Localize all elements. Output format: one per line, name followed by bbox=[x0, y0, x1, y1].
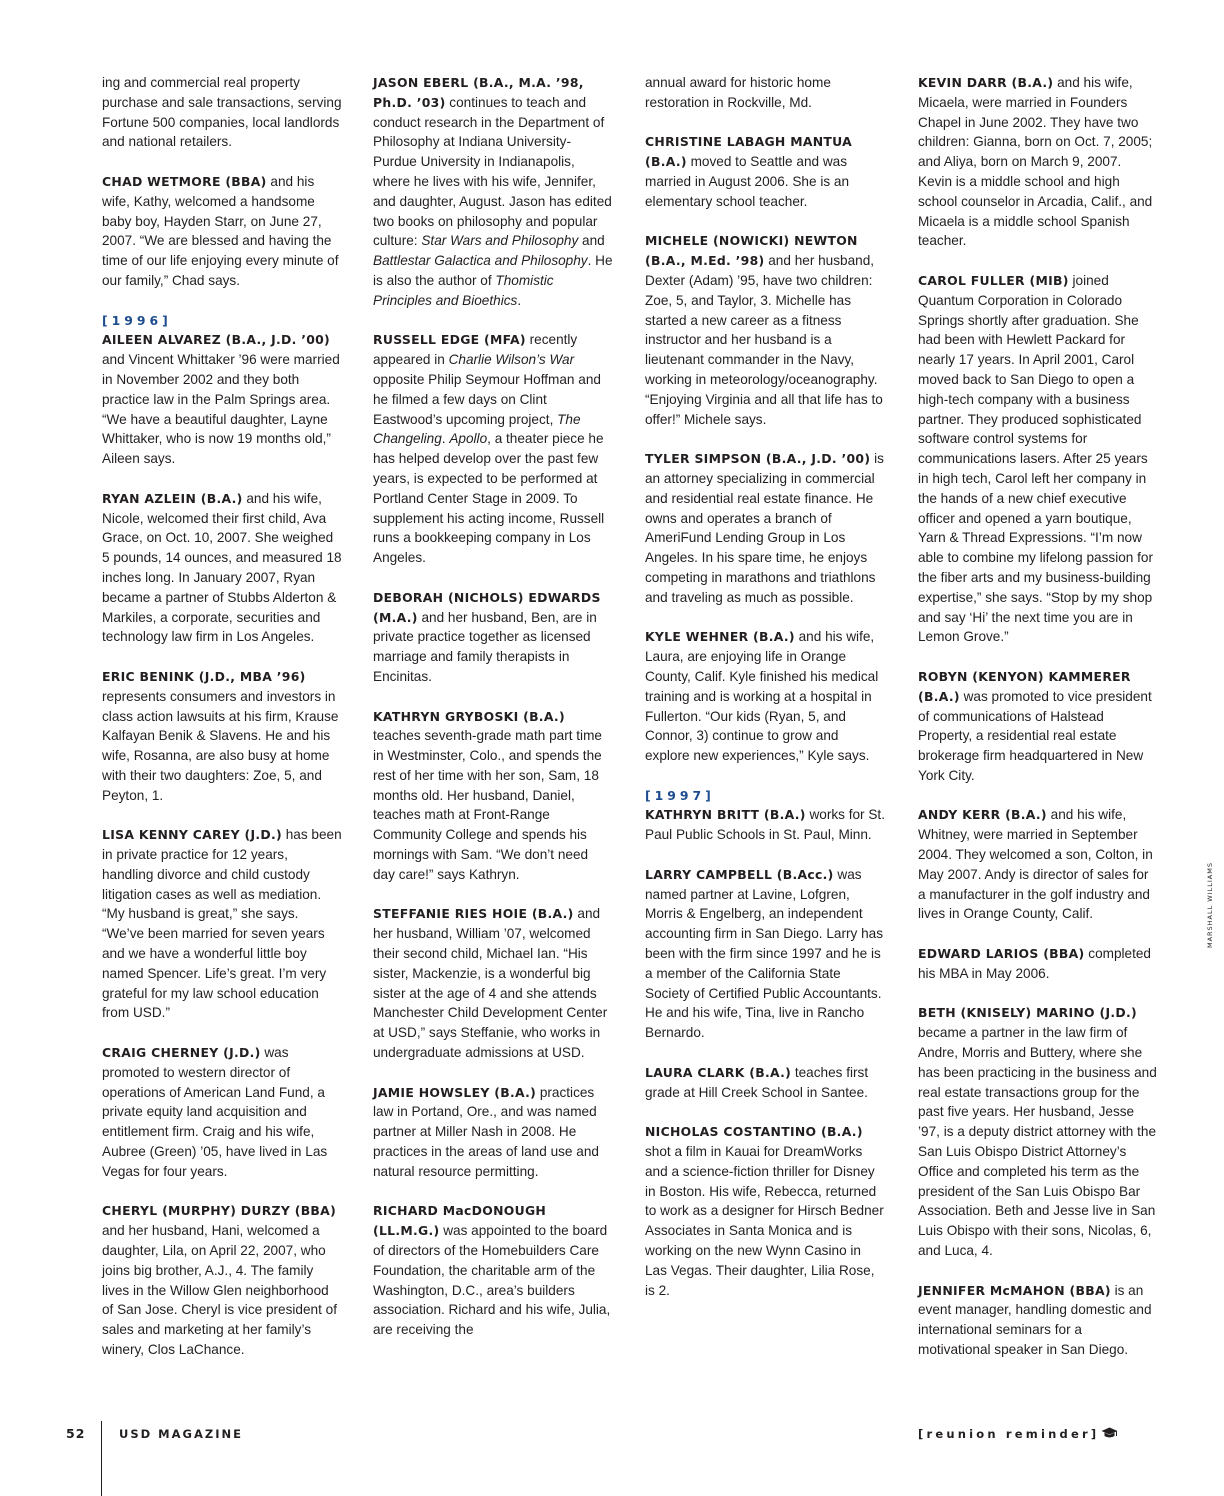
graduation-cap-icon bbox=[1101, 1427, 1118, 1443]
alumni-name: LAURA CLARK (B.A.) bbox=[645, 1064, 792, 1080]
class-note-continued: annual award for historic home restoration in Rockville, Md. bbox=[645, 75, 831, 110]
class-note-kyle-wehner: KYLE WEHNER (B.A.) and his wife, Laura, are enjoying life in Orange County, Calif. Kyle finished his medical training and is working at a hospital in Fullerton. “Our kids (Ryan, 5, and Connor, 3) continue to grow and explore new experiences,” Kyle says. bbox=[645, 629, 879, 764]
alumni-name: KATHRYN GRYBOSKI (B.A.) bbox=[373, 708, 565, 724]
alumni-name: KATHRYN BRITT (B.A.) bbox=[645, 807, 806, 823]
class-note-nicholas-costantino: NICHOLAS COSTANTINO (B.A.) shot a film in Kauai for DreamWorks and a science-fiction thriller for Disney in Boston. His wife, Rebecca, returned to work as a designer for Hirsch Bedner Associates in Santa Monica and is working on the new Wynn Casino in Las Vegas. Their daughter, Lilia Rose, is 2. bbox=[645, 1124, 884, 1298]
alumni-name: RICHARD MacDONOUGH (LL.M.G.) bbox=[373, 1203, 547, 1239]
play-title: Apollo bbox=[449, 431, 488, 447]
class-note-craig-cherney: CRAIG CHERNEY (J.D.) was promoted to western director of operations of American Land Fund, a private equity land acquisition and entitlement firm. Craig and his wife, Aubree (Green) ’05, have lived in Las Vegas for four years. bbox=[102, 1045, 328, 1179]
class-note-laura-clark: LAURA CLARK (B.A.) teaches first grade at Hill Creek School in Santee. bbox=[645, 1064, 869, 1100]
class-note-kevin-darr: KEVIN DARR (B.A.) and his wife, Micaela, were married in Founders Chapel in June 2002. They have two children: Gianna, born on Oct. 7, 2005; and Aliya, born on March 9, 2007. Kevin is a middle school and high school counselor in Arcadia, Calif., and Micaela is a middle school Spanish teacher. bbox=[918, 75, 1153, 249]
alumni-name: RUSSELL EDGE (MFA) bbox=[373, 332, 526, 348]
alumni-name: DEBORAH (NICHOLS) EDWARDS (M.A.) bbox=[373, 589, 601, 625]
alumni-name: ERIC BENINK (J.D., MBA ’96) bbox=[102, 668, 306, 684]
alumni-name: BETH (KNISELY) MARINO (J.D.) bbox=[918, 1005, 1137, 1021]
reunion-reminder-label: [reunion reminder] bbox=[918, 1427, 1100, 1441]
year-heading-1996: [1996] bbox=[102, 312, 172, 328]
class-note-michele-newton: MICHELE (NOWICKI) NEWTON (B.A., M.Ed. ’98) and her husband, Dexter (Adam) ’95, have two children: Zoe, 5, and Taylor, 3. Michelle has started a new career as a fitness instructor and her husband is a lieutenant commander in the Navy, working in meteorology/oceanography. “Enjoying Virginia and all that life has to offer!” Michele says. bbox=[645, 233, 883, 427]
book-title: Battlestar Galactica and Philosophy bbox=[373, 253, 588, 269]
alumni-name: LISA KENNY CAREY (J.D.) bbox=[102, 827, 282, 843]
alumni-name: ANDY KERR (B.A.) bbox=[918, 807, 1047, 823]
magazine-name: USD MAGAZINE bbox=[119, 1427, 243, 1441]
alumni-name: CRAIG CHERNEY (J.D.) bbox=[102, 1045, 261, 1061]
alumni-name: MICHELE (NOWICKI) NEWTON (B.A., M.Ed. ’98) bbox=[645, 233, 858, 269]
alumni-name: JENNIFER McMAHON (BBA) bbox=[918, 1282, 1111, 1298]
alumni-name: EDWARD LARIOS (BBA) bbox=[918, 946, 1085, 962]
alumni-name: TYLER SIMPSON (B.A., J.D. ’00) bbox=[645, 451, 871, 467]
class-note-carol-fuller: CAROL FULLER (MIB) joined Quantum Corporation in Colorado Springs shortly after graduation. She had been with Hewlett Packard for nearly 17 years. In April 2001, Carol moved back to San Diego to open a high-tech company with a business partner. They produced sophisticated software control systems for communications lasers. After 25 years in high tech, Carol left her company in the hands of a new chief executive officer and opened a yarn boutique, Yarn & Thread Expressions. “I’m now able to combine my lifelong passion for the fiber arts and my business-building expertise,” she says. “Stop by my shop and say ‘Hi’ the next time you are in Lemon Grove.” bbox=[918, 272, 1153, 645]
class-note-jason-eberl: JASON EBERL (B.A., M.A. ’98, Ph.D. ’03) continues to teach and conduct research in the Department of Philosophy at Indiana University-Purdue University in Indianapolis, where he lives with his wife, Jennifer, and daughter, August. Jason has edited two books on philosophy and popular culture: Star Wars and Philosophy and Battlestar Galactica and Philosophy. He is also the author of Thomistic Principles and Bioethics. bbox=[373, 75, 613, 308]
column-1 bbox=[102, 73, 342, 1380]
alumni-name: JASON EBERL (B.A., M.A. ’98, Ph.D. ’03) bbox=[373, 75, 584, 110]
footer-divider bbox=[101, 1421, 102, 1496]
column-3 bbox=[645, 73, 885, 1320]
column-4 bbox=[918, 73, 1158, 1380]
reunion-reminder bbox=[918, 1427, 1118, 1443]
class-note-edward-larios: EDWARD LARIOS (BBA) completed his MBA in May 2006. bbox=[918, 946, 1151, 981]
alumni-name: RYAN AZLEIN (B.A.) bbox=[102, 490, 243, 506]
alumni-name: ROBYN (KENYON) KAMMERER (B.A.) bbox=[918, 668, 1131, 704]
class-note-andy-kerr: ANDY KERR (B.A.) and his wife, Whitney, were married in September 2004. They welcomed a son, Colton, in May 2007. Andy is director of sales for a manufacturer in the golf industry and lives in Orange County, Calif. bbox=[918, 807, 1153, 922]
page-number: 52 bbox=[66, 1426, 86, 1441]
class-note-aileen-alvarez: AILEEN ALVAREZ (B.A., J.D. ’00) and Vincent Whittaker ’96 were married in November 2002 and they both practice law in the Palm Springs area. “We have a beautiful daughter, Layne Whittaker, who is now 19 months old,” Aileen says. bbox=[102, 332, 340, 467]
class-note-cheryl-durzy: CHERYL (MURPHY) DURZY (BBA) and her husband, Hani, welcomed a daughter, Lila, on April 22, 2007, who joins big brother, A.J., 4. The family lives in the Willow Glen neighborhood of San Jose. Cheryl is vice president of sales and marketing at her family’s winery, Clos LaChance. bbox=[102, 1203, 337, 1357]
alumni-name: LARRY CAMPBELL (B.Acc.) bbox=[645, 866, 834, 882]
alumni-name: STEFFANIE RIES HOIE (B.A.) bbox=[373, 906, 574, 922]
class-note-larry-campbell: LARRY CAMPBELL (B.Acc.) was named partner at Lavine, Lofgren, Morris & Engelberg, an independent accounting firm in San Diego. Larry has been with the firm since 1997 and he is a member of the California State Society of Certified Public Accountants. He and his wife, Tina, live in Rancho Bernardo. bbox=[645, 866, 884, 1041]
class-note-eric-benink: ERIC BENINK (J.D., MBA ’96) represents consumers and investors in class action lawsuits at his firm, Krause Kalfayan Benik & Slavens. He and his wife, Rosanna, are also busy at home with their two daughters: Zoe, 5, and Peyton, 1. bbox=[102, 668, 339, 803]
class-note-kathryn-britt: KATHRYN BRITT (B.A.) works for St. Paul Public Schools in St. Paul, Minn. bbox=[645, 807, 885, 843]
class-note-robyn-kammerer: ROBYN (KENYON) KAMMERER (B.A.) was promoted to vice president of communications of Halstead Property, a residential real estate brokerage firm headquartered in New York City. bbox=[918, 668, 1152, 783]
year-heading-1997: [1997] bbox=[645, 787, 715, 803]
alumni-name: KEVIN DARR (B.A.) bbox=[918, 75, 1054, 90]
photo-credit: MARSHALL WILLIAMS bbox=[1206, 862, 1214, 949]
class-note-jamie-howsley: JAMIE HOWSLEY (B.A.) practices law in Portand, Ore., and was named partner at Miller Nash in 2008. He practices in the areas of land use and natural resource permitting. bbox=[373, 1084, 599, 1179]
class-note-steffanie-hoie: STEFFANIE RIES HOIE (B.A.) and her husband, William ’07, welcomed their second child, Michael Ian. “His sister, Mackenzie, is a wonderful big sister at the age of 4 and she attends Manchester Child Development Center at USD,” says Steffanie, who works in undergraduate admissions at USD. bbox=[373, 906, 608, 1061]
class-note-chad-wetmore: CHAD WETMORE (BBA) and his wife, Kathy, welcomed a handsome baby boy, Hayden Starr, on June 27, 2007. “We are blessed and having the time of our life enjoying every minute of our family,” Chad says. bbox=[102, 173, 339, 288]
column-2 bbox=[373, 73, 613, 1360]
class-note-ryan-azlein: RYAN AZLEIN (B.A.) and his wife, Nicole, welcomed their first child, Ava Grace, on Oct. 10, 2007. She weighed 5 pounds, 14 ounces, and measured 18 inches long. In January 2007, Ryan became a partner of Stubbs Alderton & Markiles, a corporate, securities and technology law firm in Los Angeles. bbox=[102, 490, 342, 645]
class-note-lisa-kenny-carey: LISA KENNY CAREY (J.D.) has been in private practice for 12 years, handling divorce and child custody litigation cases as well as mediation. “My husband is great,” she says. “We’ve been married for seven years and we have a wonderful little boy named Spencer. Life’s great. I’m very grateful for my law school education from USD.” bbox=[102, 827, 342, 1021]
class-note-deborah-edwards: DEBORAH (NICHOLS) EDWARDS (M.A.) and her husband, Ben, are in private practice together as licensed marriage and family therapists in Encinitas. bbox=[373, 589, 601, 684]
alumni-name: CAROL FULLER (MIB) bbox=[918, 272, 1069, 288]
class-note-christine-mantua: CHRISTINE LABAGH MANTUA (B.A.) moved to Seattle and was married in August 2006. She is an elementary school teacher. bbox=[645, 134, 853, 209]
film-title: Charlie Wilson’s War bbox=[448, 352, 575, 368]
alumni-name: CHRISTINE LABAGH MANTUA (B.A.) bbox=[645, 134, 853, 170]
class-note-jennifer-mcmahon: JENNIFER McMAHON (BBA) is an event manager, handling domestic and international seminars for a motivational speaker in San Diego. bbox=[918, 1282, 1152, 1357]
alumni-name: AILEEN ALVAREZ (B.A., J.D. ’00) bbox=[102, 332, 331, 348]
alumni-name: KYLE WEHNER (B.A.) bbox=[645, 629, 795, 645]
class-note-richard-macdonough: RICHARD MacDONOUGH (LL.M.G.) was appointed to the board of directors of the Homebuilders Care Foundation, the charitable arm of the Washington, D.C., area’s builders association. Richard and his wife, Julia, are receiving the bbox=[373, 1203, 611, 1338]
film-title: The Changeling bbox=[373, 411, 581, 447]
class-note-tyler-simpson: TYLER SIMPSON (B.A., J.D. ’00) is an attorney specializing in commercial and residential real estate finance. He owns and operates a branch of AmeriFund Lending Group in Los Angeles. In his spare time, he enjoys competing in marathons and triathlons and traveling as much as possible. bbox=[645, 451, 884, 605]
alumni-name: JAMIE HOWSLEY (B.A.) bbox=[373, 1084, 537, 1100]
alumni-name: CHAD WETMORE (BBA) bbox=[102, 173, 267, 189]
class-note-russell-edge: RUSSELL EDGE (MFA) recently appeared in Charlie Wilson’s War opposite Philip Seymour Hoffman and he filmed a few days on Clint Eastwood’s upcoming project, The Changeling. Apollo, a theater piece he has helped develop over the past few years, is expected to be performed at Portland Center Stage in 2009. To supplement his acting income, Russell runs a bookkeeping company in Los Angeles. bbox=[373, 332, 605, 566]
book-title: Thomistic Principles and Bioethics bbox=[373, 272, 554, 308]
class-note-continued: ing and commercial real property purchase and sale transactions, serving Fortune 500 companies, local landlords and national retailers. bbox=[102, 75, 342, 150]
alumni-name: CHERYL (MURPHY) DURZY (BBA) bbox=[102, 1203, 337, 1219]
class-note-kathryn-gryboski: KATHRYN GRYBOSKI (B.A.) teaches seventh-grade math part time in Westminster, Colo., and spends the rest of her time with her son, Sam, 18 months old. Her husband, Daniel, teaches math at Front-Range Community College and spends his mornings with Sam. “We don’t need day care!” says Kathryn. bbox=[373, 708, 602, 882]
book-title: Star Wars and Philosophy bbox=[421, 233, 579, 249]
class-note-beth-marino: BETH (KNISELY) MARINO (J.D.) became a partner in the law firm of Andre, Morris and Buttery, where she has been practicing in the business and real estate transactions group for the past five years. Her husband, Jesse ’97, is a deputy district attorney with the San Luis Obispo District Attorney’s Office and completed his term as the president of the San Luis Obispo Bar Association. Beth and Jesse live in San Luis Obispo with their sons, Nicolas, 6, and Luca, 4. bbox=[918, 1005, 1157, 1259]
alumni-name: NICHOLAS COSTANTINO (B.A.) bbox=[645, 1124, 863, 1140]
